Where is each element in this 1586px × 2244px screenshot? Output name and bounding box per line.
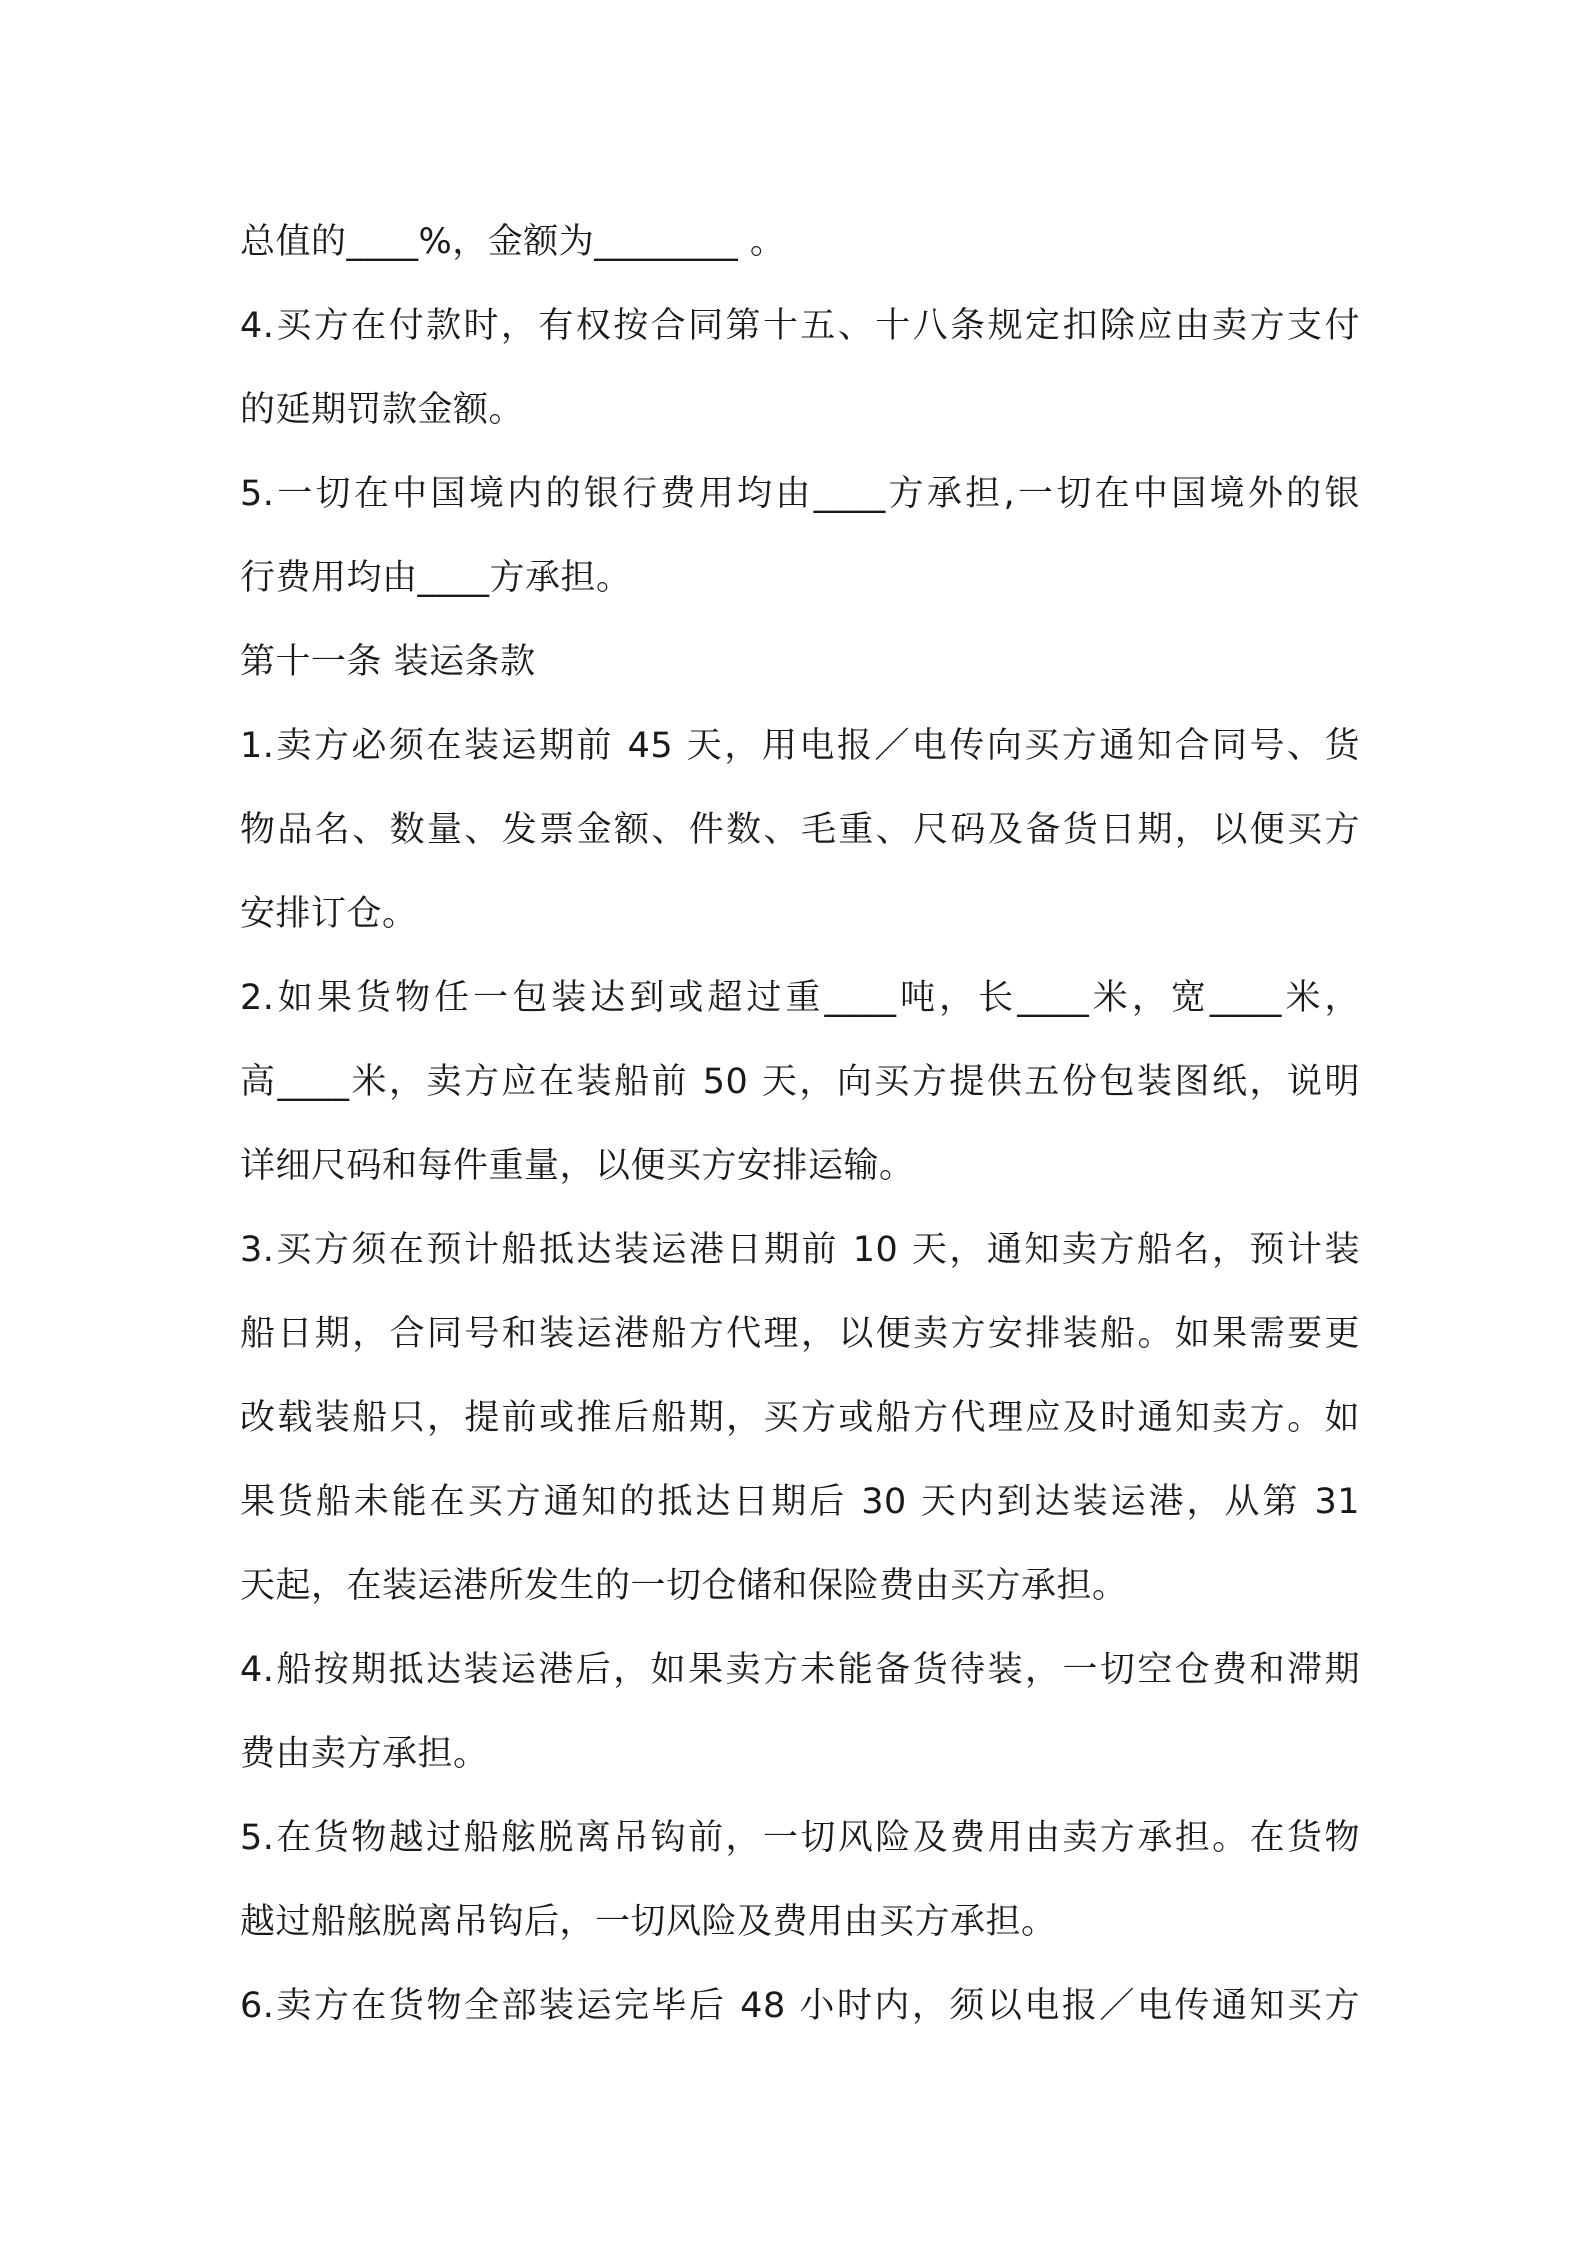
text-line: 物品名、数量、发票金额、件数、毛重、尺码及备货日期，以便买方 xyxy=(240,810,1360,850)
text-line: 果货船未能在买方通知的抵达日期后 30 天内到达装运港，从第 31 xyxy=(240,1482,1360,1522)
text-line: 4.船按期抵达装运港后，如果卖方未能备货待装，一切空仓费和滞期 xyxy=(240,1650,1360,1690)
text-line: 6.卖方在货物全部装运完毕后 48 小时内，须以电报／电传通知买方 xyxy=(240,1986,1360,2026)
document-body xyxy=(240,200,1360,2048)
section-heading: 第十一条 装运条款 xyxy=(240,642,536,682)
text-line: 5.一切在中国境内的银行费用均由____方承担,一切在中国境外的银 xyxy=(240,474,1360,514)
text-line: 1.卖方必须在装运期前 45 天，用电报／电传向买方通知合同号、货 xyxy=(240,726,1360,766)
text-line: 越过船舷脱离吊钩后，一切风险及费用由买方承担。 xyxy=(240,1902,1057,1942)
text-line: 详细尺码和每件重量，以便买方安排运输。 xyxy=(240,1146,915,1186)
text-line: 船日期，合同号和装运港船方代理，以便卖方安排装船。如果需要更 xyxy=(240,1314,1360,1354)
text-line: 2.如果货物任一包装达到或超过重____吨，长____米，宽____米， xyxy=(240,978,1360,1018)
text-line: 5.在货物越过船舷脱离吊钩前，一切风险及费用由卖方承担。在货物 xyxy=(240,1818,1360,1858)
text-line: 3.买方须在预计船抵达装运港日期前 10 天，通知卖方船名，预计装 xyxy=(240,1230,1360,1270)
text-line: 高____米，卖方应在装船前 50 天，向买方提供五份包装图纸，说明 xyxy=(240,1062,1360,1102)
text-line: 的延期罚款金额。 xyxy=(240,390,525,430)
text-line: 4.买方在付款时，有权按合同第十五、十八条规定扣除应由卖方支付 xyxy=(240,306,1360,346)
text-line: 安排订仓。 xyxy=(240,894,418,934)
text-line: 天起，在装运港所发生的一切仓储和保险费由买方承担。 xyxy=(240,1566,1128,1606)
text-line: 总值的____%，金额为________ 。 xyxy=(240,222,786,262)
text-line: 行费用均由____方承担。 xyxy=(240,558,632,598)
text-line: 改载装船只，提前或推后船期，买方或船方代理应及时通知卖方。如 xyxy=(240,1398,1360,1438)
text-line: 费由卖方承担。 xyxy=(240,1734,489,1774)
